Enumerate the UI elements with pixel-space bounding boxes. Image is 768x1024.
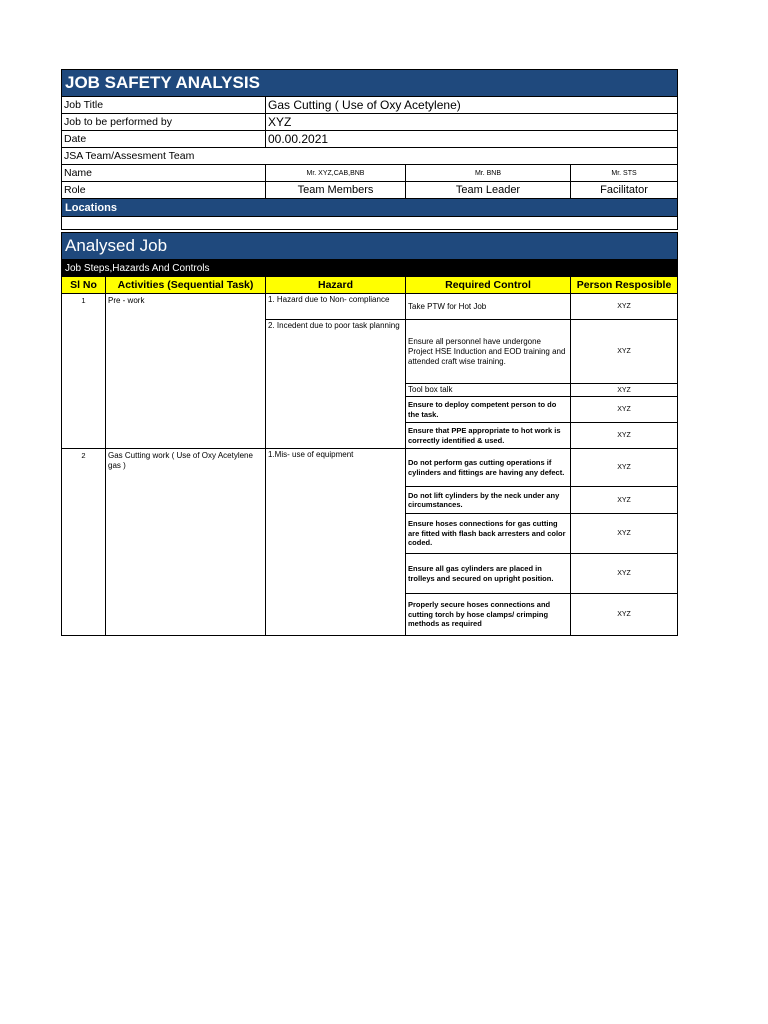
role-team-leader: Team Leader — [406, 182, 571, 199]
locations-value — [62, 217, 678, 230]
analysed-job-label: Analysed Job — [62, 233, 678, 260]
step2-control-5: Properly secure hoses connections and cutting torch by hose clamps/ crimping methods as required — [406, 594, 571, 636]
step2-control-3: Ensure hoses connections for gas cutting are fitted with flash back arresters and color coded. — [406, 514, 571, 554]
step2-control-4: Ensure all gas cylinders are placed in trolleys and secured on upright position. — [406, 554, 571, 594]
col-hazard: Hazard — [266, 277, 406, 294]
step2-activity: Gas Cutting work ( Use of Oxy Acetylene gas ) — [106, 449, 266, 636]
performed-by-value: XYZ — [266, 114, 678, 131]
step2-sl: 2 — [62, 449, 106, 636]
team-label: JSA Team/Assesment Team — [62, 148, 678, 165]
locations-row — [62, 199, 678, 217]
jsa-info-table — [61, 69, 678, 230]
step1-person-1: XYZ — [571, 294, 678, 320]
date-label: Date — [62, 131, 266, 148]
step1-control-2: Ensure all personnel have undergone Project HSE Induction and EOD training and attended craft wise training. — [406, 320, 571, 384]
table-row — [62, 449, 678, 487]
date-value: 00.00.2021 — [266, 131, 678, 148]
step1-person-5: XYZ — [571, 423, 678, 449]
page-title: JOB SAFETY ANALYSIS — [62, 70, 678, 97]
jsa-analysis-table — [61, 232, 678, 636]
team-members-names: Mr. XYZ,CAB,BNB — [266, 165, 406, 182]
team-row — [62, 148, 678, 165]
role-team-members: Team Members — [266, 182, 406, 199]
locations-empty-row — [62, 217, 678, 230]
role-facilitator: Facilitator — [571, 182, 678, 199]
job-title-row — [62, 97, 678, 114]
step2-person-5: XYZ — [571, 594, 678, 636]
step1-sl: 1 — [62, 294, 106, 449]
table-row — [62, 294, 678, 320]
step1-hazard-1: 1. Hazard due to Non- compliance — [266, 294, 406, 320]
date-row — [62, 131, 678, 148]
step1-control-3: Tool box talk — [406, 384, 571, 397]
job-title-value: Gas Cutting ( Use of Oxy Acetylene) — [266, 97, 678, 114]
step2-hazard: 1.Mis- use of equipment — [266, 449, 406, 636]
locations-label: Locations — [62, 199, 678, 217]
facilitator-name: Mr. STS — [571, 165, 678, 182]
col-sl-no: Sl No — [62, 277, 106, 294]
step2-person-1: XYZ — [571, 449, 678, 487]
job-title-label: Job Title — [62, 97, 266, 114]
step1-person-4: XYZ — [571, 397, 678, 423]
steps-label: Job Steps,Hazards And Controls — [62, 260, 678, 277]
step1-person-2: XYZ — [571, 320, 678, 384]
steps-row — [62, 260, 678, 277]
step2-control-2: Do not lift cylinders by the neck under any circumstances. — [406, 487, 571, 514]
team-leader-name: Mr. BNB — [406, 165, 571, 182]
performed-by-row — [62, 114, 678, 131]
col-required-control: Required Control — [406, 277, 571, 294]
step1-control-1: Take PTW for Hot Job — [406, 294, 571, 320]
step2-person-2: XYZ — [571, 487, 678, 514]
role-row — [62, 182, 678, 199]
jsa-sheet — [61, 69, 677, 636]
analysed-job-row — [62, 233, 678, 260]
step2-control-1: Do not perform gas cutting operations if cylinders and fittings are having any defect. — [406, 449, 571, 487]
step2-person-4: XYZ — [571, 554, 678, 594]
name-row — [62, 165, 678, 182]
step2-person-3: XYZ — [571, 514, 678, 554]
name-label: Name — [62, 165, 266, 182]
step1-activity: Pre - work — [106, 294, 266, 449]
step1-control-4: Ensure to deploy competent person to do the task. — [406, 397, 571, 423]
step1-hazard-2: 2. Incedent due to poor task planning — [266, 320, 406, 449]
step1-person-3: XYZ — [571, 384, 678, 397]
col-person-responsible: Person Resposible — [571, 277, 678, 294]
col-activities: Activities (Sequential Task) — [106, 277, 266, 294]
step1-control-5: Ensure that PPE appropriate to hot work is correctly identified & used. — [406, 423, 571, 449]
title-row — [62, 70, 678, 97]
role-label: Role — [62, 182, 266, 199]
column-header-row — [62, 277, 678, 294]
performed-by-label: Job to be performed by — [62, 114, 266, 131]
